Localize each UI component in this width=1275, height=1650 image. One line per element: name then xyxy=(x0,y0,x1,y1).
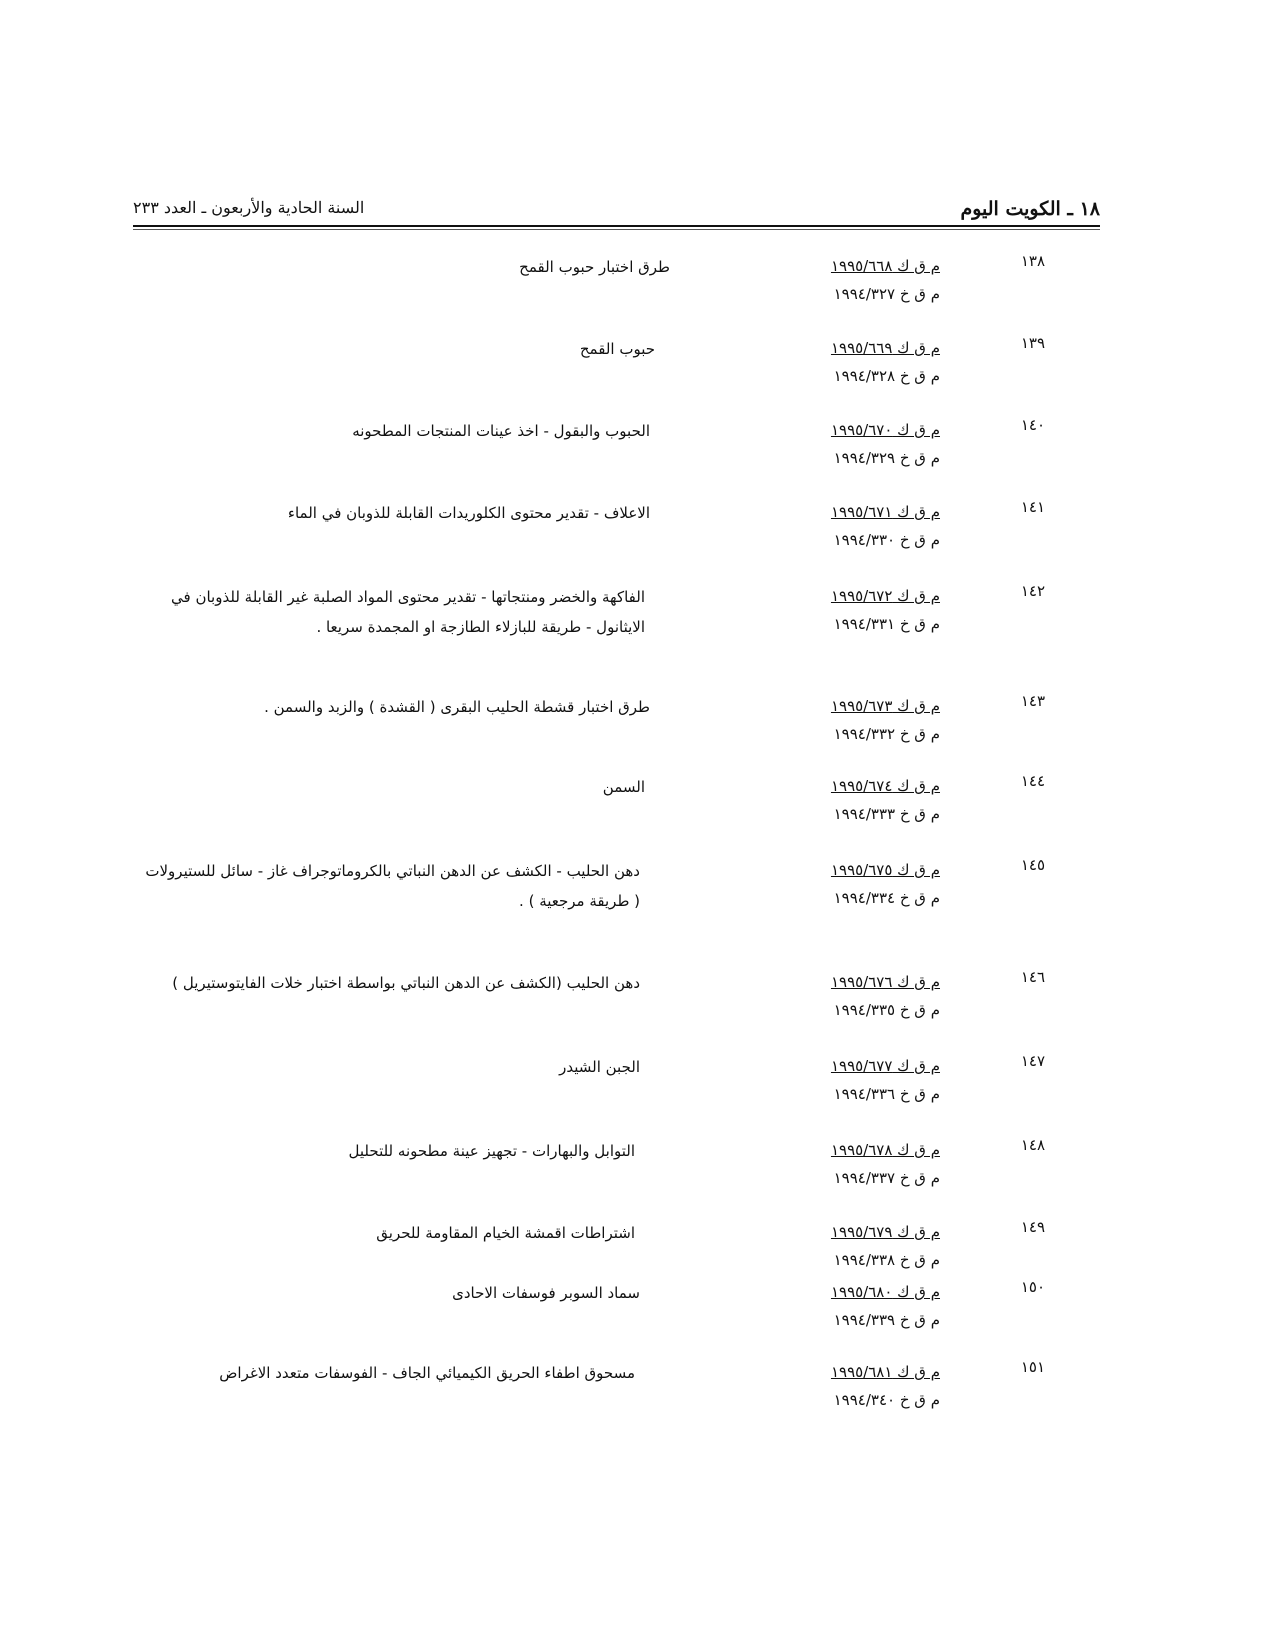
item-title: مسحوق اطفاء الحريق الكيميائي الجاف - الفوسفات متعدد الاغراض xyxy=(219,1364,635,1382)
item-codes xyxy=(760,1052,940,1108)
item-number: ١٤٤ xyxy=(1020,772,1045,790)
item-codes xyxy=(760,1218,940,1274)
item-codes xyxy=(760,334,940,390)
kuwait-standard-code: م ق ك ١٩٩٥/٦٧٨ xyxy=(830,1141,940,1159)
item-number: ١٤٦ xyxy=(1020,968,1045,986)
item-number: ١٤١ xyxy=(1020,498,1045,516)
item-codes xyxy=(760,1136,940,1192)
item-title: حبوب القمح xyxy=(579,340,655,358)
item-title: دهن الحليب (الكشف عن الدهن النباتي بواسطة اختبار خلات الفايتوستيريل ) xyxy=(172,974,640,992)
gcc-standard-code: م ق خ ١٩٩٤/٣٢٨ xyxy=(833,367,940,385)
gcc-standard-code: م ق خ ١٩٩٤/٣٣٧ xyxy=(833,1169,940,1187)
item-title: اشتراطات اقمشة الخيام المقاومة للحريق xyxy=(376,1224,635,1242)
item-number: ١٤٠ xyxy=(1020,416,1045,434)
issue-info: السنة الحادية والأربعون ـ العدد ٢٣٣ xyxy=(133,198,365,217)
gcc-standard-code: م ق خ ١٩٩٤/٣٣٣ xyxy=(833,805,940,823)
page-title: ١٨ ـ الكويت اليوم xyxy=(960,198,1100,220)
item-title: الحبوب والبقول - اخذ عينات المنتجات المطحونه xyxy=(352,422,650,440)
item-codes xyxy=(760,416,940,472)
item-number: ١٣٩ xyxy=(1020,334,1045,352)
item-number: ١٤٧ xyxy=(1020,1052,1045,1070)
item-codes xyxy=(760,252,940,308)
item-title: دهن الحليب - الكشف عن الدهن النباتي بالكروماتوجراف غاز - سائل للستيرولات ( طريقة مرجعية ) . xyxy=(145,862,640,910)
item-number: ١٤٣ xyxy=(1020,692,1045,710)
item-title: الجبن الشيدر xyxy=(559,1058,640,1076)
item-codes xyxy=(760,1358,940,1414)
item-codes xyxy=(760,968,940,1024)
gcc-standard-code: م ق خ ١٩٩٤/٣٣٦ xyxy=(833,1085,940,1103)
kuwait-standard-code: م ق ك ١٩٩٥/٦٧٦ xyxy=(830,973,940,991)
kuwait-standard-code: م ق ك ١٩٩٥/٦٧٢ xyxy=(830,587,940,605)
kuwait-standard-code: م ق ك ١٩٩٥/٦٨٠ xyxy=(830,1283,940,1301)
item-number: ١٥٠ xyxy=(1020,1278,1045,1296)
gcc-standard-code: م ق خ ١٩٩٤/٣٣٩ xyxy=(833,1311,940,1329)
item-codes xyxy=(760,1278,940,1334)
item-number: ١٤٩ xyxy=(1020,1218,1045,1236)
gcc-standard-code: م ق خ ١٩٩٤/٣٣٨ xyxy=(833,1251,940,1269)
item-title: طرق اختبار حبوب القمح xyxy=(519,258,670,276)
item-number: ١٤٨ xyxy=(1020,1136,1045,1154)
kuwait-standard-code: م ق ك ١٩٩٥/٦٧٩ xyxy=(830,1223,940,1241)
item-codes xyxy=(760,856,940,912)
kuwait-standard-code: م ق ك ١٩٩٥/٦٧١ xyxy=(830,503,940,521)
item-codes xyxy=(760,772,940,828)
gcc-standard-code: م ق خ ١٩٩٤/٣٢٧ xyxy=(833,285,940,303)
kuwait-standard-code: م ق ك ١٩٩٥/٦٧٤ xyxy=(830,777,940,795)
gcc-standard-code: م ق خ ١٩٩٤/٣٣٤ xyxy=(833,889,940,907)
item-number: ١٤٢ xyxy=(1020,582,1045,600)
item-number: ١٤٥ xyxy=(1020,856,1045,874)
gcc-standard-code: م ق خ ١٩٩٤/٣٣٢ xyxy=(833,725,940,743)
gcc-standard-code: م ق خ ١٩٩٤/٣٣٠ xyxy=(833,531,940,549)
item-number: ١٥١ xyxy=(1020,1358,1045,1376)
kuwait-standard-code: م ق ك ١٩٩٥/٦٨١ xyxy=(830,1363,940,1381)
kuwait-standard-code: م ق ك ١٩٩٥/٦٧٥ xyxy=(830,861,940,879)
kuwait-standard-code: م ق ك ١٩٩٥/٦٦٨ xyxy=(830,257,940,275)
item-title: طرق اختبار قشطة الحليب البقرى ( القشدة ) والزبد والسمن . xyxy=(264,698,650,716)
item-title: الفاكهة والخضر ومنتجاتها - تقدير محتوى المواد الصلبة غير القابلة للذوبان في الايثانول - طريقة للبازلاء الطازجة او المجمدة سريعا . xyxy=(171,588,645,636)
item-number: ١٣٨ xyxy=(1020,252,1045,270)
gcc-standard-code: م ق خ ١٩٩٤/٣٤٠ xyxy=(833,1391,940,1409)
gcc-standard-code: م ق خ ١٩٩٤/٣٢٩ xyxy=(833,449,940,467)
kuwait-standard-code: م ق ك ١٩٩٥/٦٧٧ xyxy=(830,1057,940,1075)
item-title: التوابل والبهارات - تجهيز عينة مطحونه للتحليل xyxy=(348,1142,635,1160)
item-title: الاعلاف - تقدير محتوى الكلوريدات القابلة للذوبان في الماء xyxy=(287,504,650,522)
kuwait-standard-code: م ق ك ١٩٩٥/٦٦٩ xyxy=(830,339,940,357)
kuwait-standard-code: م ق ك ١٩٩٥/٦٧٣ xyxy=(830,697,940,715)
item-title: سماد السوبر فوسفات الاحادى xyxy=(452,1284,640,1302)
item-title: السمن xyxy=(602,778,645,796)
item-codes xyxy=(760,582,940,638)
gcc-standard-code: م ق خ ١٩٩٤/٣٣١ xyxy=(833,615,940,633)
kuwait-standard-code: م ق ك ١٩٩٥/٦٧٠ xyxy=(830,421,940,439)
item-codes xyxy=(760,692,940,748)
gcc-standard-code: م ق خ ١٩٩٤/٣٣٥ xyxy=(833,1001,940,1019)
item-codes xyxy=(760,498,940,554)
